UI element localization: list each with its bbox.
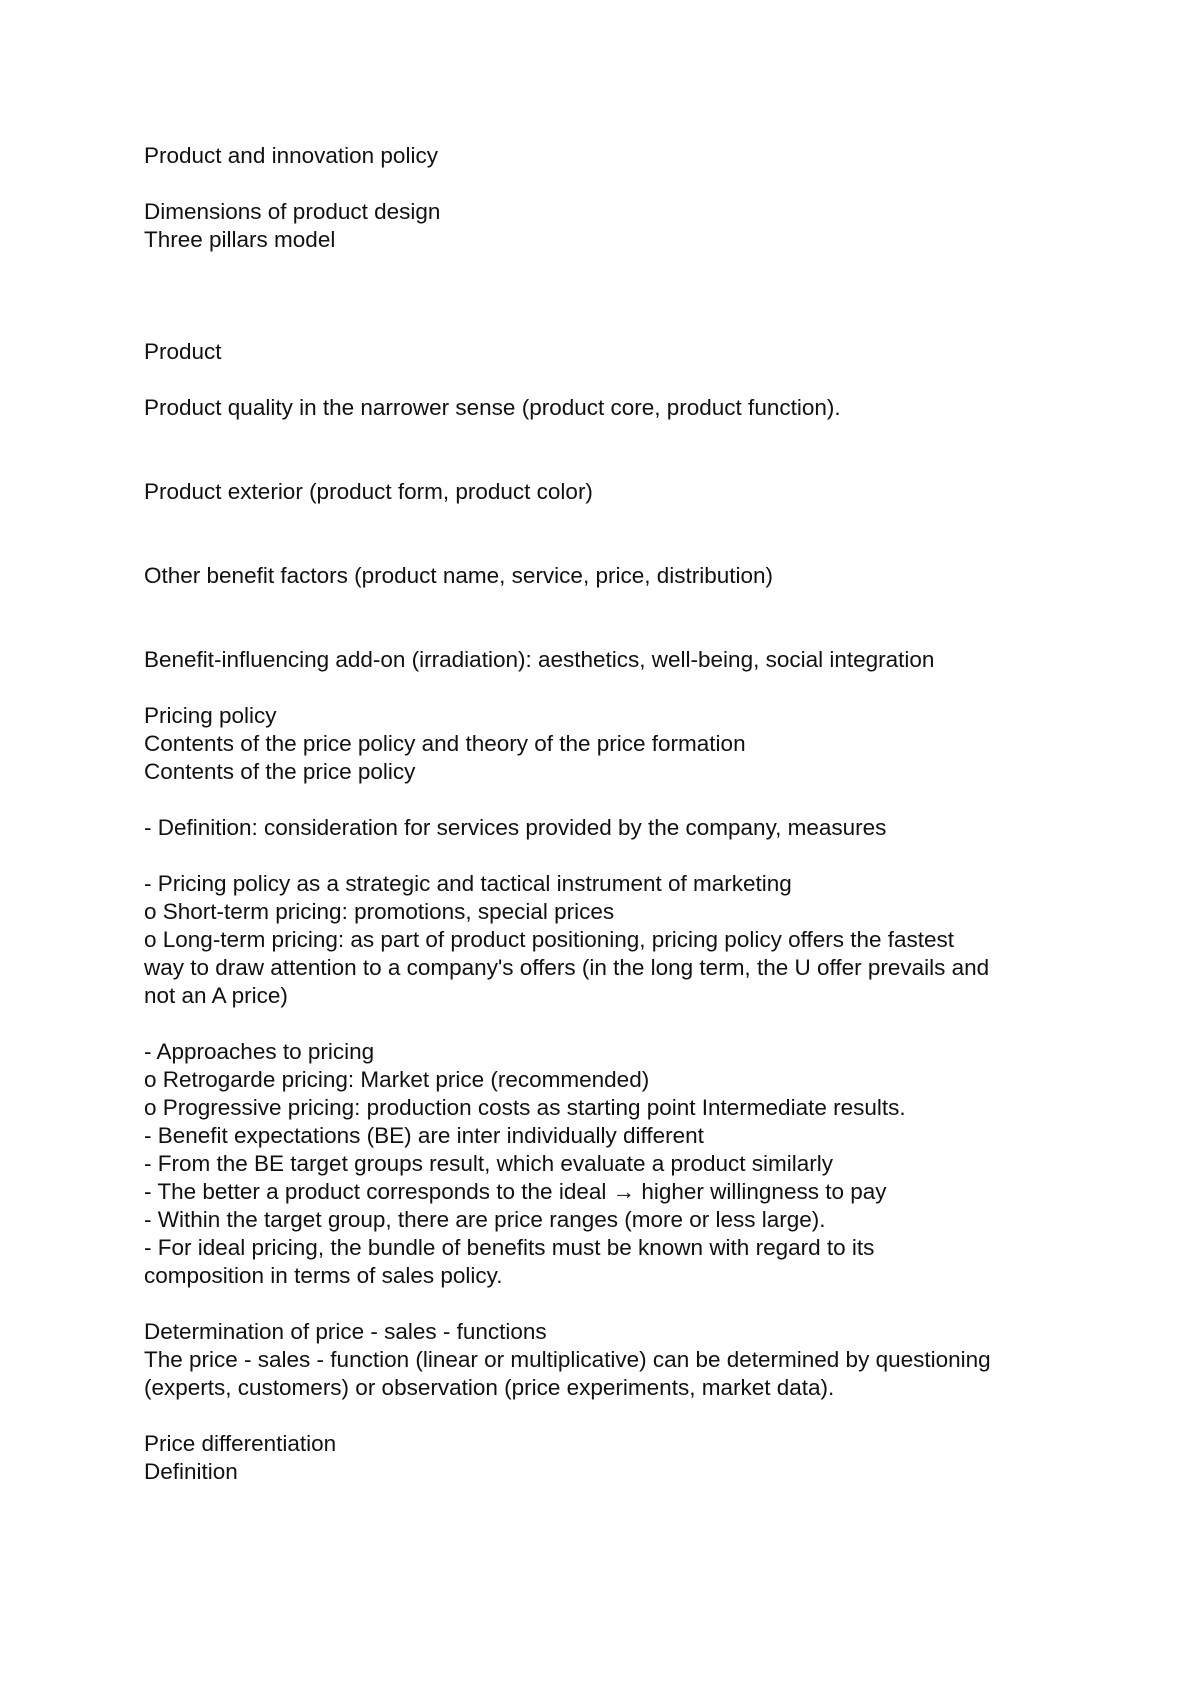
- paragraph-spacer: [144, 170, 1084, 198]
- text-line: Price differentiation: [144, 1431, 337, 1456]
- text-line: Dimensions of product design: [144, 199, 441, 224]
- paragraph-spacer: [144, 254, 1084, 338]
- text-line: Pricing policy: [144, 703, 277, 728]
- text-line: o Long-term pricing: as part of product positioning, pricing policy offers the fastest: [144, 927, 955, 952]
- text-line: - Definition: consideration for services provided by the company, measures: [144, 815, 887, 840]
- text-block: [144, 814, 1084, 842]
- text-line: Benefit-influencing add-on (irradiation): aesthetics, well-being, social integration: [144, 647, 935, 672]
- text-line: - Benefit expectations (BE) are inter individually different: [144, 1123, 704, 1148]
- text-line: Product exterior (product form, product color): [144, 479, 593, 504]
- paragraph-spacer: [144, 842, 1084, 870]
- text-line: Definition: [144, 1459, 238, 1484]
- text-block: [144, 702, 1084, 786]
- text-block: [144, 646, 1084, 674]
- text-block: [144, 1318, 1084, 1402]
- document-page: [144, 142, 1084, 1486]
- paragraph-spacer: [144, 1402, 1084, 1430]
- text-line: Determination of price - sales - functions: [144, 1319, 547, 1344]
- text-block: [144, 338, 1084, 366]
- text-line: way to draw attention to a company's offers (in the long term, the U offer prevails and: [144, 955, 990, 980]
- text-block: [144, 870, 1084, 1010]
- paragraph-spacer: [144, 590, 1084, 646]
- text-line: - Approaches to pricing: [144, 1039, 375, 1064]
- text-line: - Within the target group, there are price ranges (more or less large).: [144, 1207, 826, 1232]
- text-line: - From the BE target groups result, which evaluate a product similarly: [144, 1151, 834, 1176]
- text-line: Product: [144, 339, 222, 364]
- text-line: Other benefit factors (product name, service, price, distribution): [144, 563, 774, 588]
- text-line: - Pricing policy as a strategic and tactical instrument of marketing: [144, 871, 792, 896]
- text-block: [144, 142, 1084, 170]
- text-line: Product quality in the narrower sense (product core, product function).: [144, 395, 841, 420]
- text-block: [144, 198, 1084, 254]
- text-line: The price - sales - function (linear or multiplicative) can be determined by questioning: [144, 1347, 991, 1372]
- text-line: o Short-term pricing: promotions, special prices: [144, 899, 615, 924]
- text-block: [144, 478, 1084, 506]
- paragraph-spacer: [144, 674, 1084, 702]
- paragraph-spacer: [144, 506, 1084, 562]
- text-block: [144, 1430, 1084, 1486]
- text-line: - The better a product corresponds to the ideal → higher willingness to pay: [144, 1179, 887, 1204]
- text-line: Contents of the price policy and theory of the price formation: [144, 731, 746, 756]
- text-line: composition in terms of sales policy.: [144, 1263, 503, 1288]
- paragraph-spacer: [144, 1010, 1084, 1038]
- text-line: (experts, customers) or observation (price experiments, market data).: [144, 1375, 835, 1400]
- text-line: Product and innovation policy: [144, 143, 438, 168]
- text-line: not an A price): [144, 983, 288, 1008]
- paragraph-spacer: [144, 422, 1084, 478]
- text-block: [144, 394, 1084, 422]
- text-line: o Retrogarde pricing: Market price (recommended): [144, 1067, 650, 1092]
- text-line: Three pillars model: [144, 227, 336, 252]
- paragraph-spacer: [144, 786, 1084, 814]
- text-line: Contents of the price policy: [144, 759, 416, 784]
- text-line: - For ideal pricing, the bundle of benefits must be known with regard to its: [144, 1235, 875, 1260]
- paragraph-spacer: [144, 366, 1084, 394]
- text-block: [144, 562, 1084, 590]
- paragraph-spacer: [144, 1290, 1084, 1318]
- text-line: o Progressive pricing: production costs as starting point Intermediate results.: [144, 1095, 906, 1120]
- text-block: [144, 1038, 1084, 1290]
